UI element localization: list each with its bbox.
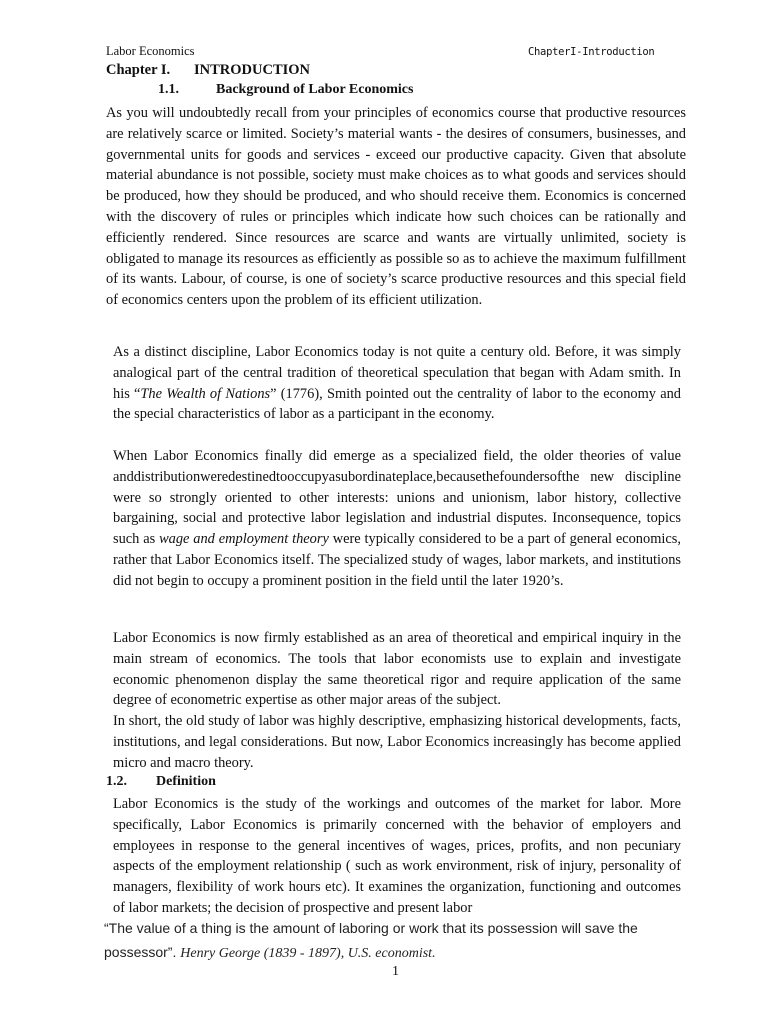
running-header-right: ChapterI-Introduction [528, 46, 655, 58]
footer-quote [104, 916, 704, 966]
quote-attribution: Henry George (1839 - 1897), U.S. economist. [180, 946, 436, 961]
paragraph-summary: In short, the old study of labor was highly descriptive, emphasizing historical developments, facts, institutions, and legal considerations. But now, Labor Economics increasingly has become applied micro and macro theory. [113, 713, 681, 771]
paragraph-established-field: Labor Economics is now firmly established as an area of theoretical and empirical inquiry in the main stream of economics. The tools that labor economists use to explain and investigate economic phenomenon display the same theoretical rigor and require application of the same degree of econometric expertise as other major areas of the subject. [113, 630, 681, 709]
paragraph-discipline-history [113, 342, 681, 425]
p2-text-end: ” (1776), Smith pointed out the centrality of labor to the economy and the special characteristics of labor as a participant in the economy. [113, 385, 681, 423]
chapter-number: Chapter I. [106, 62, 171, 78]
italic-topic: wage and employment theory [159, 531, 329, 548]
chapter-heading [106, 62, 310, 79]
p2-text-start: As a distinct discipline, Labor Economics today is not quite a century old. Before, it was simply analogical part of the central tradition of theoretical speculation that began with Adam smith. In his “ [113, 344, 681, 402]
page-number: 1 [392, 964, 399, 979]
chapter-title: INTRODUCTION [194, 62, 311, 78]
section-heading-background [158, 82, 413, 98]
section-title: Background of Labor Economics [216, 82, 414, 97]
section-number: 1.2. [106, 774, 127, 789]
quote-text: “The value of a thing is the amount of laboring or work that its possession will save the possessor”. [104, 920, 638, 960]
running-header-left: Labor Economics [106, 44, 195, 58]
paragraph-definition: Labor Economics is the study of the workings and outcomes of the market for labor. More specifically, Labor Economics is primarily concerned with the behavior of employers and employees in response to the general incentives of wages, prices, profits, and non pecuniary aspects of the employment relationship ( such as work environment, risk of injury, personality of managers, flexibility of work hours etc). It examines the organization, functioning and outcomes of labor markets; the decision of prospective and present labor [113, 796, 681, 916]
section-title: Definition [156, 774, 216, 789]
section-heading-definition [106, 774, 216, 790]
paragraph-scarcity: As you will undoubtedly recall from your principles of economics course that productive resources are relatively scarce or limited. Society’s material wants - the desires of consumers, businesses, and governmental units for goods and services - exceed our productive capacity. Given that absolute material abundance is not possible, society must make choices as to what goods and services should be produced, how they should be produced, and who should receive them. Economics is concerned with the discovery of rules or principles which indicate how such choices can be rationally and efficiently rendered. Since resources are scarce and wants are virtually unlimited, society is obligated to manage its resources as efficiently as possible so as to achieve the maximum fulfillment of its wants. Labour, of course, is one of society’s scarce productive resources and this special field of economics centers upon the problem of its efficient utilization. [106, 105, 686, 309]
section-number: 1.1. [158, 82, 179, 97]
paragraph-specialized-field [113, 446, 681, 592]
p3-text-end: were typically considered to be a part of general economics, rather that Labor Economics itself. The specialized study of wages, labor markets, and institutions did not begin to occupy a prominent position in the field until the later 1920’s. [113, 531, 681, 589]
p3-text-start: When Labor Economics finally did emerge as a specialized field, the older theories of value anddistributionweredestinedtooccupyasubordinateplace,becausethefoundersofthe new discipline were so strongly oriented to other interests: unions and unionism, labor history, collective bargaining, social and protective labor legislation and industrial disputes. Inconsequence, topics such as [113, 448, 681, 548]
book-title: The Wealth of Nations [140, 385, 271, 402]
